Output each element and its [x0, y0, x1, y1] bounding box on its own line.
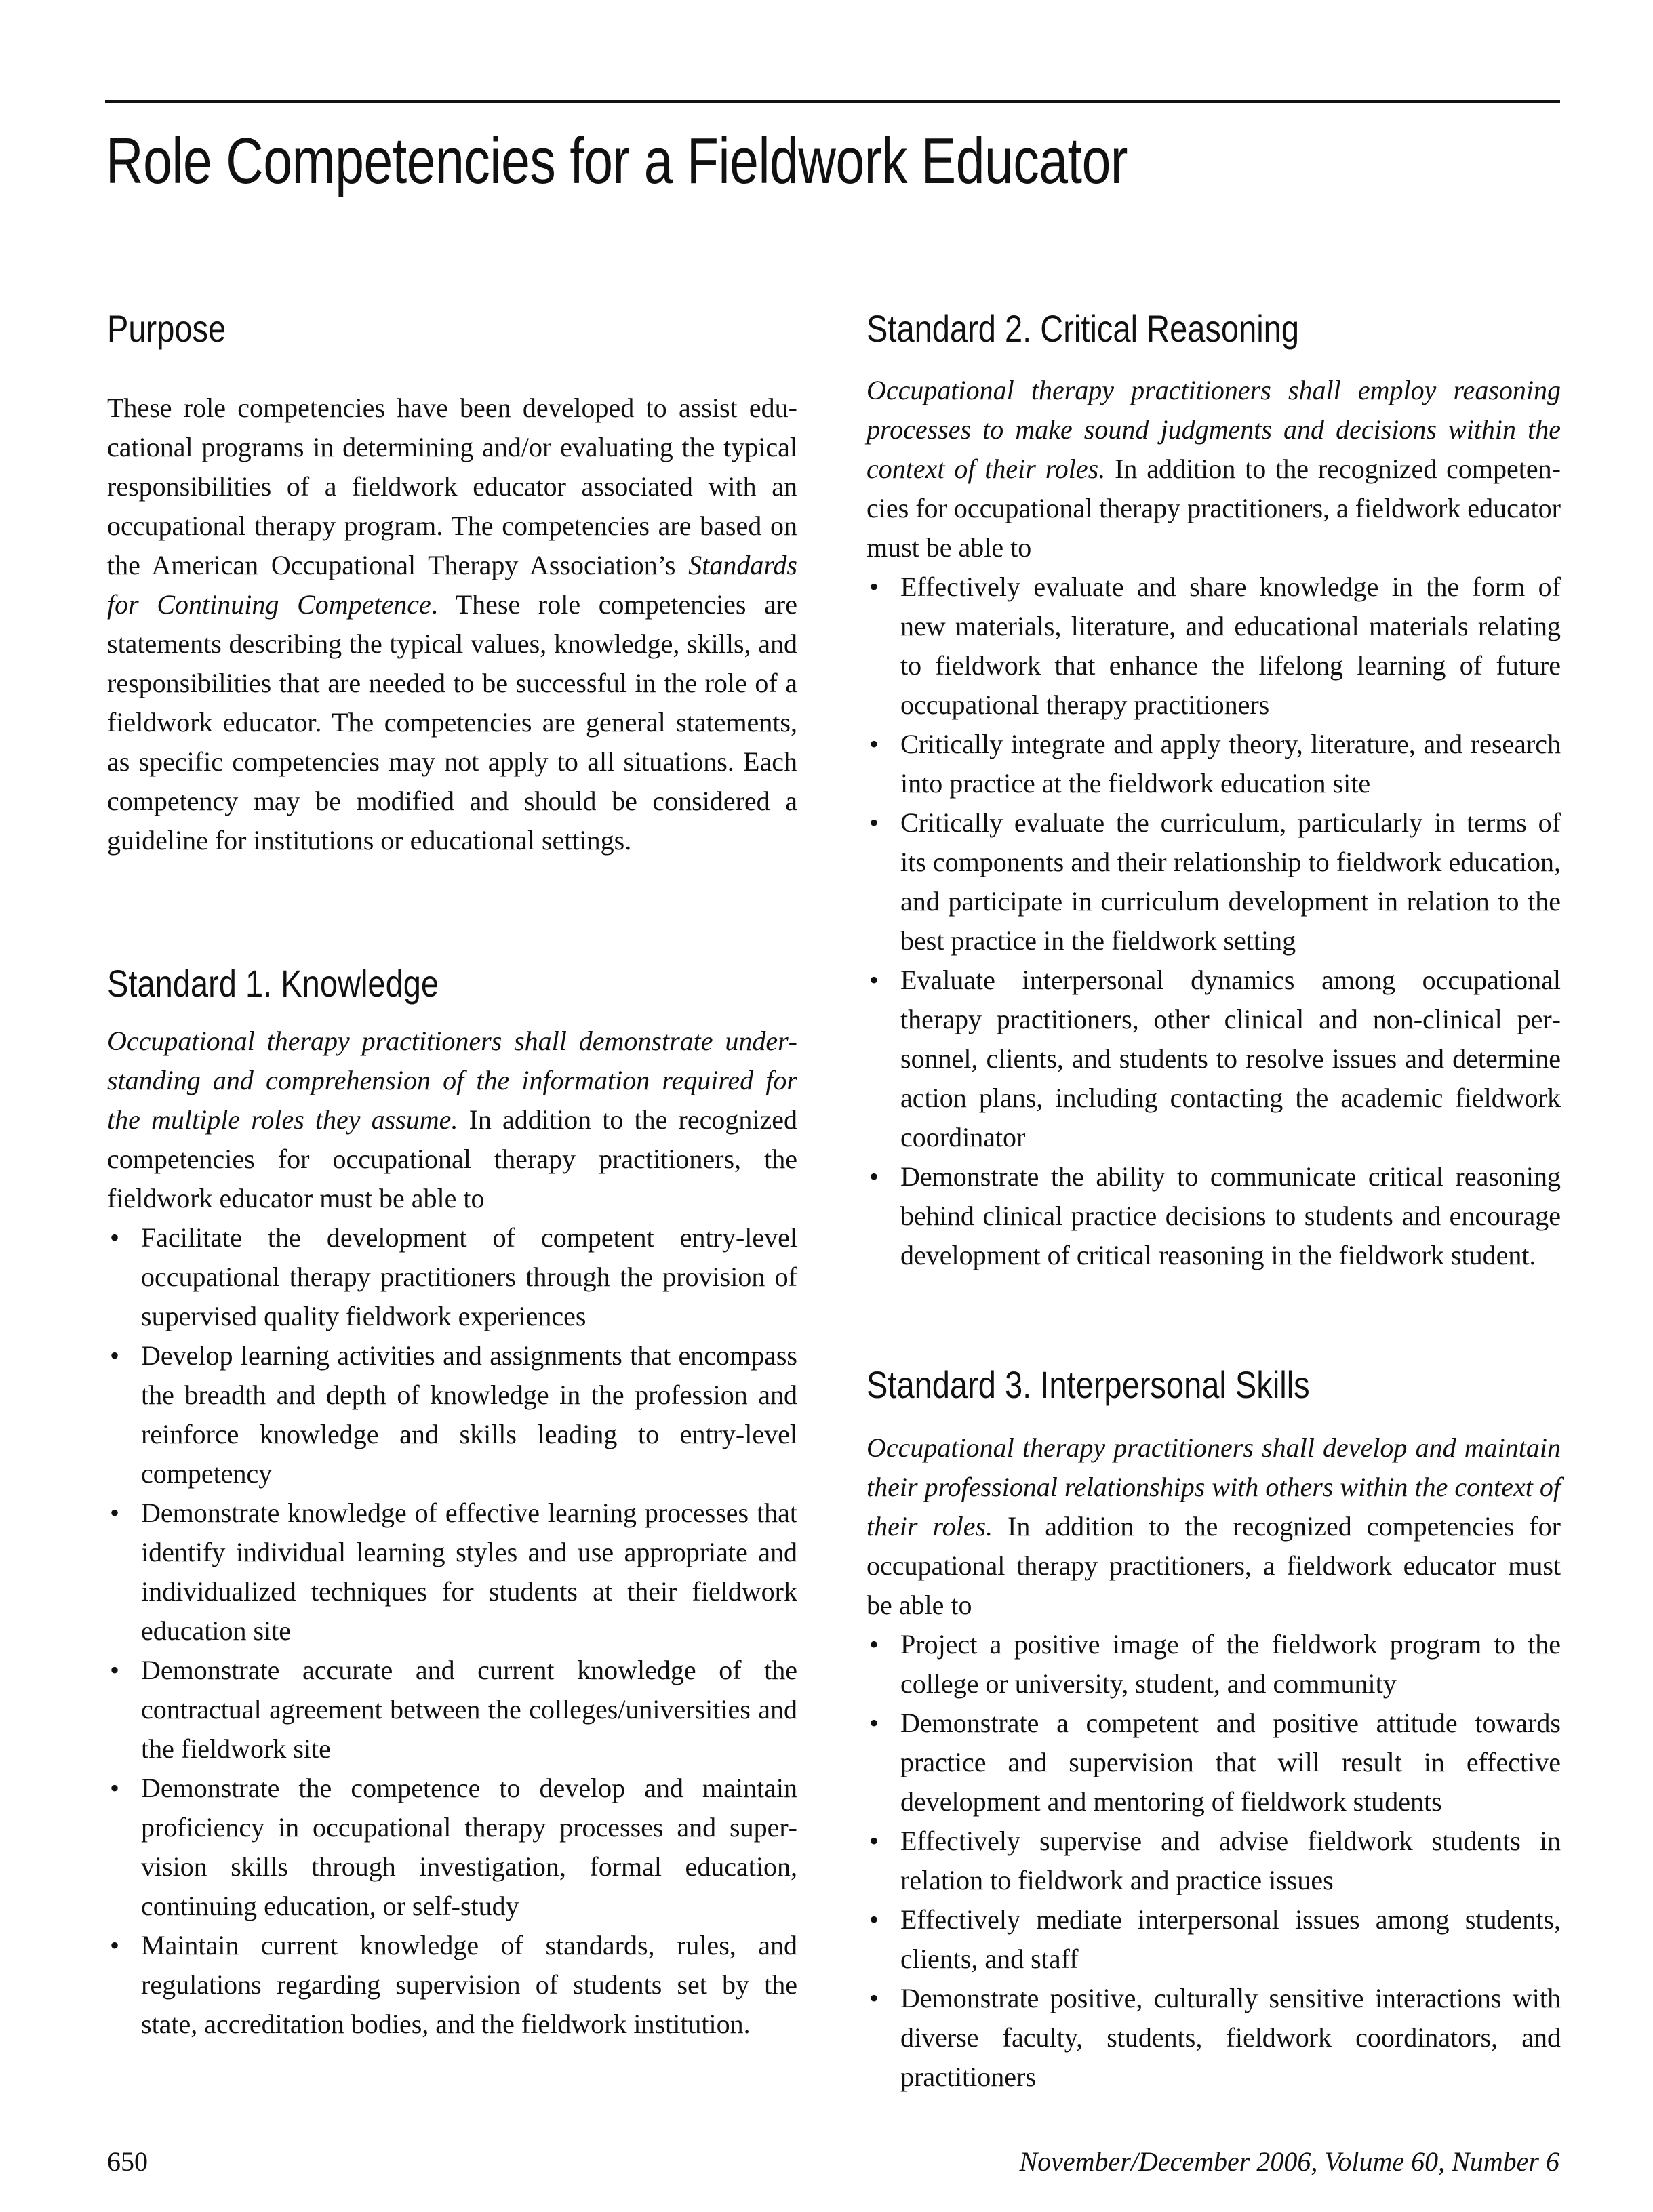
list-item	[867, 725, 1561, 803]
standard3-list	[867, 1625, 1561, 2097]
page-number: 650	[107, 2146, 148, 2177]
bullet-icon: •	[110, 1497, 120, 1528]
purpose-italic-title: Standards for Continuing Competence	[107, 550, 797, 620]
list-item-text: Demonstrate the competence to develop and maintain proficiency in occupational therapy processes and supervision skills through investigation, formal education, continuing education, or self-study	[141, 1773, 797, 1921]
list-item-text: Effectively mediate interpersonal issues among students, clients, and staff	[900, 1904, 1561, 1974]
bullet-icon: •	[110, 1930, 120, 1960]
list-item	[867, 1625, 1561, 1704]
standard2-intro	[867, 371, 1561, 567]
standard3-intro	[867, 1428, 1561, 1625]
bullet-icon: •	[869, 1983, 879, 2013]
bullet-icon: •	[869, 729, 879, 759]
list-item	[107, 1336, 797, 1493]
standard2-heading: Standard 2. Critical Reasoning	[867, 307, 1300, 350]
page-title: Role Competencies for a Fieldwork Educator	[106, 125, 1128, 197]
purpose-text-2: . These role competencies are statements describing the typical values, knowledge, skills, and responsibilities that are needed to be successful in the role of a fieldwork educator. The competencies are general statements, as specific competencies may not apply to all situations. Each competency may be modified and should be considered a guideline for institutions or educational settings.	[107, 589, 797, 856]
standard3-intro-text: In addition to the recognized competencies for occupational therapy practitioners, a fieldwork educator must be able to	[867, 1511, 1561, 1620]
bullet-icon: •	[110, 1773, 120, 1803]
list-item	[107, 1769, 797, 1926]
list-item-text: Develop learning activities and assignments that encompass the breadth and depth of knowledge in the profession and reinforce knowledge and skills leading to entry-level competency	[141, 1340, 797, 1489]
list-item-text: Project a positive image of the fieldwork program to the college or university, student, and community	[900, 1629, 1561, 1699]
list-item-text: Facilitate the development of competent entry-level occupational therapy practitioners through the provision of supervised quality fieldwork experiences	[141, 1222, 797, 1331]
standard2-list	[867, 567, 1561, 1275]
list-item-text: Demonstrate positive, culturally sensitive interactions with diverse faculty, students, fieldwork coordinators, and practitioners	[900, 1983, 1561, 2092]
list-item-text: Evaluate interpersonal dynamics among occupational therapy practitioners, other clinical and non-clinical personnel, clients, and students to resolve issues and determine action plans, including contacting the academic fieldwork coordinator	[900, 965, 1561, 1152]
standard1-intro-italic: Occupational therapy practitioners shall demonstrate understanding and comprehension of the information required for the multiple roles they assume.	[107, 1026, 797, 1135]
list-item	[107, 1651, 797, 1769]
bullet-icon: •	[869, 1904, 879, 1935]
bullet-icon: •	[110, 1222, 120, 1253]
standard1-intro-text: In addition to the recognized competencies for occupational therapy practitioners, the fieldwork educator must be able to	[107, 1104, 798, 1213]
bullet-icon: •	[869, 1826, 879, 1856]
list-item	[867, 1900, 1561, 1979]
bullet-icon: •	[110, 1655, 120, 1685]
list-item	[107, 1493, 797, 1651]
list-item-text: Critically evaluate the curriculum, particularly in terms of its components and their relationship to fieldwork education, and participate in curriculum development in relation to the best practice in the fieldwork setting	[900, 807, 1561, 956]
list-item-text: Critically integrate and apply theory, literature, and research into practice at the fieldwork education site	[900, 729, 1561, 799]
list-item-text: Effectively supervise and advise fieldwork students in relation to fieldwork and practice issues	[900, 1826, 1561, 1895]
top-rule	[105, 100, 1560, 103]
list-item	[867, 1704, 1561, 1822]
purpose-heading: Purpose	[107, 307, 226, 350]
standard3-intro-italic: Occupational therapy practitioners shall develop and maintain their professional relationships with others within the context of their roles.	[867, 1432, 1561, 1542]
list-item	[107, 1926, 797, 2044]
standard2-intro-text: In addition to the recognized competencies for occupational therapy practitioners, a fieldwork educator must be able to	[867, 454, 1561, 563]
bullet-icon: •	[869, 571, 879, 602]
bullet-icon: •	[869, 1629, 879, 1660]
list-item	[867, 961, 1561, 1157]
issue-citation: November/December 2006, Volume 60, Number 6	[1019, 2146, 1559, 2177]
list-item-text: Demonstrate accurate and current knowledge of the contractual agreement between the colleges/universities and the fieldwork site	[141, 1655, 797, 1764]
bullet-icon: •	[869, 1161, 879, 1192]
list-item-text: Demonstrate a competent and positive attitude towards practice and supervision that will result in effective development and mentoring of fieldwork students	[900, 1708, 1561, 1817]
list-item	[867, 1979, 1561, 2097]
list-item-text: Effectively evaluate and share knowledge in the form of new materials, literature, and educational materials relating to fieldwork that enhance the lifelong learning of future occupational therapy practitioners	[900, 571, 1561, 720]
standard1-intro	[107, 1022, 797, 1218]
list-item	[107, 1218, 797, 1336]
purpose-text-1: These role competencies have been developed to assist educational programs in determining and/or evaluating the typical responsibilities of a fieldwork educator associated with an occupational therapy program. The competencies are based on the American Occupational Therapy Association’s	[107, 393, 797, 580]
list-item-text: Demonstrate knowledge of effective learning processes that identify individual learning styles and use appropriate and individualized techniques for students at their fieldwork education site	[141, 1497, 797, 1646]
standard1-heading: Standard 1. Knowledge	[107, 962, 439, 1005]
list-item	[867, 1157, 1561, 1275]
standard1-list	[107, 1218, 797, 2044]
bullet-icon: •	[869, 965, 879, 995]
bullet-icon: •	[869, 1708, 879, 1738]
list-item	[867, 1822, 1561, 1900]
bullet-icon: •	[869, 807, 879, 838]
list-item	[867, 567, 1561, 725]
standard3-heading: Standard 3. Interpersonal Skills	[867, 1363, 1310, 1406]
standard2-intro-italic: Occupational therapy practitioners shall employ reasoning processes to make sound judgments and decisions within the context of their roles.	[867, 375, 1561, 484]
list-item-text: Maintain current knowledge of standards, rules, and regulations regarding supervision of students set by the state, accreditation bodies, and the fieldwork institution.	[141, 1930, 797, 2039]
list-item-text: Demonstrate the ability to communicate critical reasoning behind clinical practice decisions to students and encourage development of critical reasoning in the fieldwork student.	[900, 1161, 1561, 1270]
bullet-icon: •	[110, 1340, 120, 1371]
list-item	[867, 803, 1561, 961]
purpose-paragraph	[107, 388, 797, 860]
